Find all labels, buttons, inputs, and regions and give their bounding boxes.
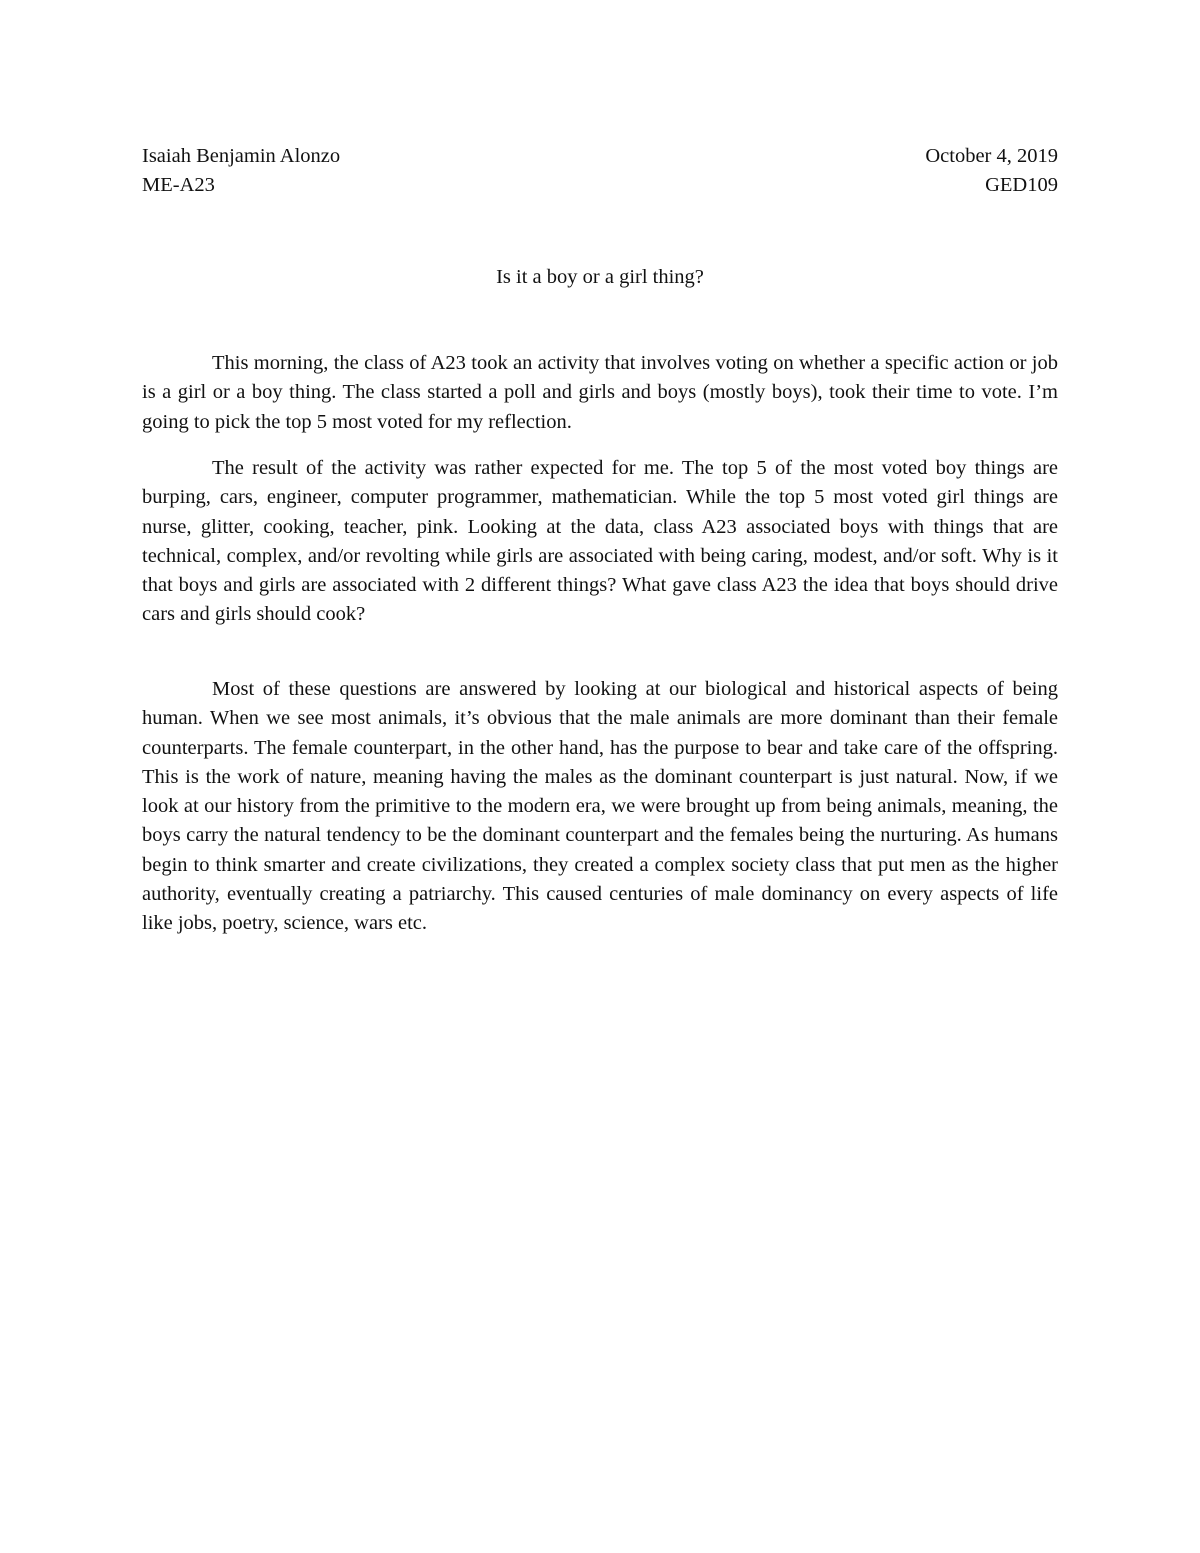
- class-section: ME-A23: [142, 174, 215, 196]
- header-row-2: [142, 171, 1058, 200]
- document-date: October 4, 2019: [925, 145, 1058, 167]
- document-title: Is it a boy or a girl thing?: [496, 266, 704, 288]
- course-code: GED109: [985, 174, 1058, 196]
- author-name: Isaiah Benjamin Alonzo: [142, 145, 341, 167]
- paragraph-1: This morning, the class of A23 took an activity that involves voting on whether a specific action or job is a girl or a boy thing. The class started a poll and girls and boys (mostly boys), took their time to vote. I’m going to pick the top 5 most voted for my reflection.: [142, 352, 1058, 433]
- header-row-1: [142, 142, 1058, 171]
- paragraph-2: The result of the activity was rather expected for me. The top 5 of the most voted boy things are burping, cars, engineer, computer programmer, mathematician. While the top 5 most voted girl things are nurse, glitter, cooking, teacher, pink. Looking at the data, class A23 associated boys with things that are technical, complex, and/or revolting while girls are associated with being caring, modest, and/or soft. Why is it that boys and girls are associated with 2 different things? What gave class A23 the idea that boys should drive cars and girls should cook?: [142, 457, 1058, 626]
- paragraph-3: Most of these questions are answered by looking at our biological and historical aspects of being human. When we see most animals, it’s obvious that the male animals are more dominant than their female counterparts. The female counterpart, in the other hand, has the purpose to bear and take care of the offspring. This is the work of nature, meaning having the males as the dominant counterpart is just natural. Now, if we look at our history from the primitive to the modern era, we were brought up from being animals, meaning, the boys carry the natural tendency to be the dominant counterpart and the females being the nurturing. As humans begin to think smarter and create civilizations, they created a complex society class that put men as the higher authority, eventually creating a patriarchy. This caused centuries of male dominancy on every aspects of life like jobs, poetry, science, wars etc.: [142, 678, 1058, 935]
